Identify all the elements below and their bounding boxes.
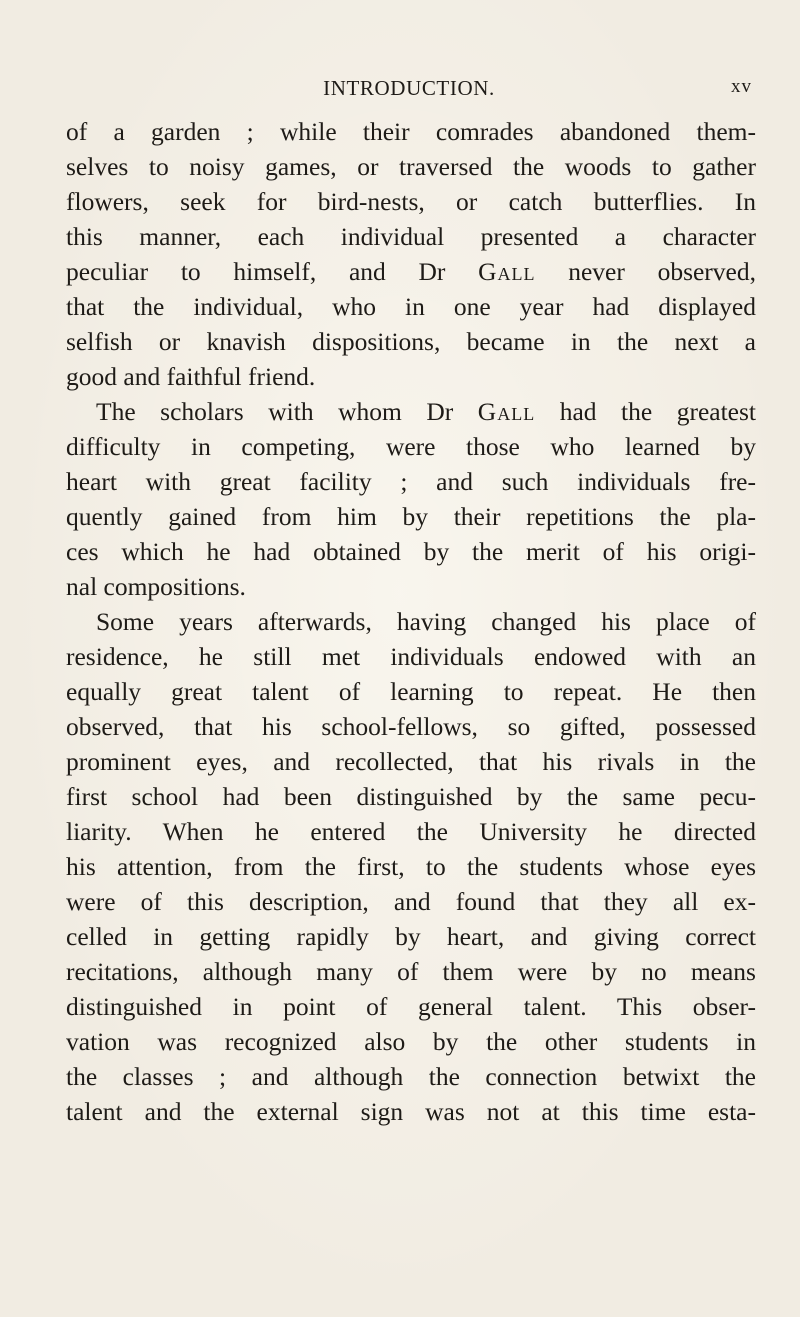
text-line: The scholars with whom Dr Gall had the greatest — [96, 397, 756, 426]
text-line: first school had been distinguished by the same pecu- — [66, 782, 756, 811]
text-line: peculiar to himself, and Dr Gall never observed, — [66, 257, 756, 286]
text-line: difficulty in competing, were those who learned by — [66, 432, 756, 461]
text-line: selfish or knavish dispositions, became in the next a — [66, 327, 756, 356]
text-line: celled in getting rapidly by heart, and giving correct — [66, 922, 756, 951]
text-line: ces which he had obtained by the merit of his origi- — [66, 537, 756, 566]
text-line: flowers, seek for bird-nests, or catch butterflies. In — [66, 187, 756, 216]
text-line: this manner, each individual presented a character — [66, 222, 756, 251]
body-text — [66, 114, 756, 1129]
text-line: that the individual, who in one year had displayed — [66, 292, 756, 321]
text-line: equally great talent of learning to repeat. He then — [66, 677, 756, 706]
text-line: his attention, from the first, to the students whose eyes — [66, 852, 756, 881]
text-line: recitations, although many of them were by no means — [66, 957, 756, 986]
text-line: were of this description, and found that they all ex- — [66, 887, 756, 916]
running-head: INTRODUCTION. — [323, 76, 495, 100]
page-number: xv — [731, 76, 752, 97]
text-line: selves to noisy games, or traversed the woods to gather — [66, 152, 756, 181]
text-line: residence, he still met individuals endowed with an — [66, 642, 756, 671]
text-line: talent and the external sign was not at this time esta- — [66, 1097, 756, 1126]
text-line: heart with great facility ; and such individuals fre- — [66, 467, 756, 496]
text-line: prominent eyes, and recollected, that his rivals in the — [66, 747, 756, 776]
text-line: distinguished in point of general talent. This obser- — [66, 992, 756, 1021]
text-line: good and faithful friend. — [66, 362, 316, 391]
text-line: liarity. When he entered the University he directed — [66, 817, 756, 846]
text-line: Some years afterwards, having changed his place of — [96, 607, 756, 636]
text-line: the classes ; and although the connection betwixt the — [66, 1062, 756, 1091]
text-line: vation was recognized also by the other students in — [66, 1027, 756, 1056]
text-line: quently gained from him by their repetitions the pla- — [66, 502, 756, 531]
text-line: observed, that his school-fellows, so gifted, possessed — [66, 712, 756, 741]
text-line: of a garden ; while their comrades abandoned them- — [66, 117, 756, 146]
text-line: nal compositions. — [66, 572, 246, 601]
page-header — [66, 76, 752, 106]
